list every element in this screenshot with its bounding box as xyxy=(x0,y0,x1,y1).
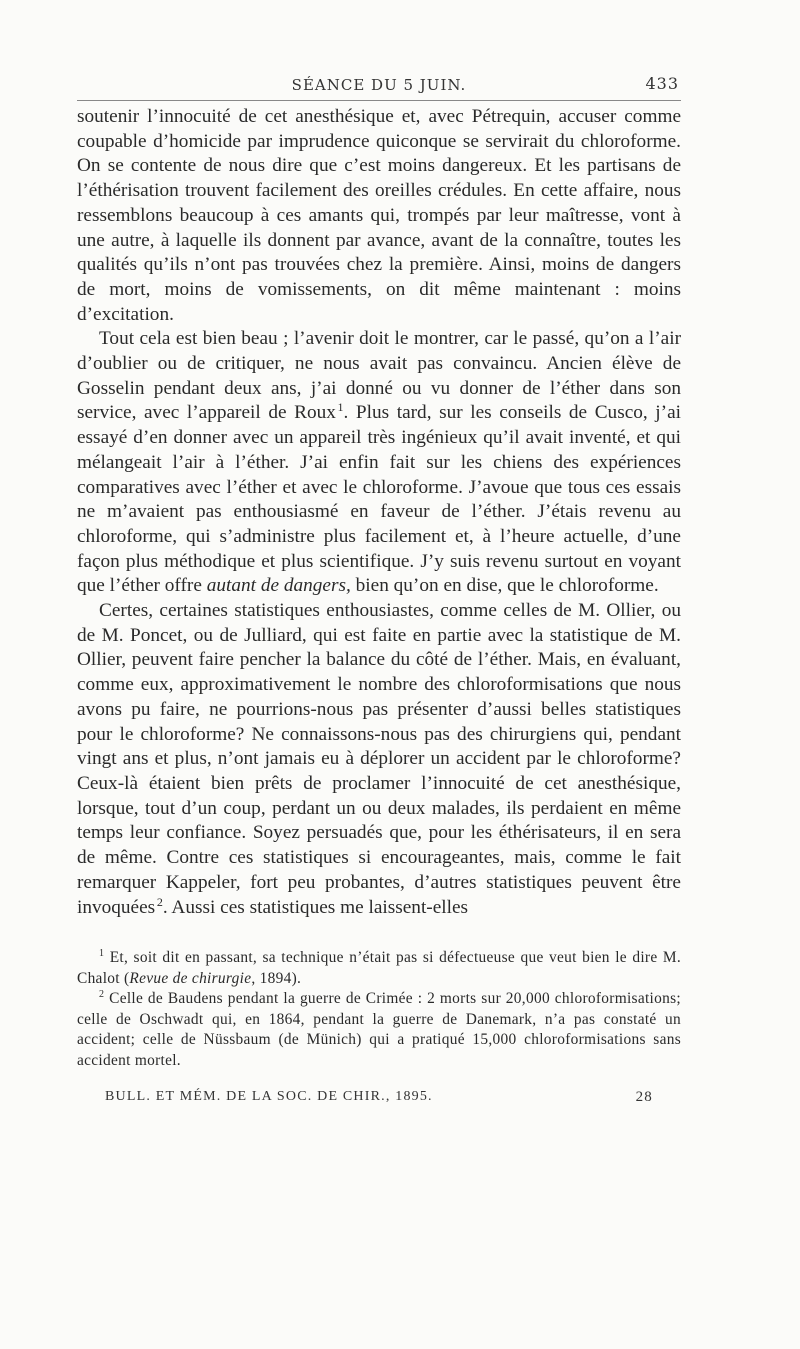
footnote-2: $^2$ Celle de Baudens pendant la guerre de Crimée : 2 morts sur 20,000 chloroformisations; celle de Oschwadt qui, en 1864, pendant la guerre de Danemark, n’a pas constaté un accident; celle de Nüssbaum (de Münich) qui a pratiqué 15,000 chloroformisations sans accident mortel. xyxy=(77,989,681,1069)
running-head xyxy=(77,70,681,92)
footnote-ref-2[interactable]: 2 xyxy=(156,894,163,909)
page-footer xyxy=(77,1089,681,1109)
body-text xyxy=(77,105,681,920)
book-page xyxy=(77,70,681,1109)
journal-title: Revue de chirurgie xyxy=(129,969,252,987)
footnote-ref-1[interactable]: 1 xyxy=(337,400,344,415)
footnote-marker-2: 2 xyxy=(99,989,105,1001)
signature-number: 28 xyxy=(635,1089,653,1106)
journal-signature: BULL. ET MÉM. DE LA SOC. DE CHIR., 1895. xyxy=(105,1089,433,1105)
paragraph-2: Tout cela est bien beau ; l’avenir doit le montrer, car le passé, qu’on a l’air d’oublier ou de critiquer, ne nous avait pas convaincu. Ancien élève de Gosselin pendant deux ans, j’ai donné ou vu donner de l’éther dans son service, avec l’appareil de Roux $^1$. Plus tard, sur les conseils de Cusco, j’ai essayé d’en donner avec un appareil très ingénieux qu’il avait inventé, et qui mélangeait l’air à l’éther. J’ai enfin fait sur les chiens des expériences comparatives avec l’éther et avec le chloroforme. J’avoue que tous ces essais ne m’avaient pas enthousiasmé en faveur de l’éther. J’étais revenu au chloroforme, qui s’administre plus facilement et, à l’heure actuelle, d’une façon plus méthodique et plus scientifique. J’y suis revenu surtout en voyant que l’éther offre autant de dangers, bien qu’on en dise, que le chloroforme. xyxy=(77,328,681,597)
footnotes xyxy=(77,948,681,1071)
page-number: 433 xyxy=(645,74,679,93)
footnote-marker-1: 1 xyxy=(99,948,105,960)
paragraph-1: soutenir l’innocuité de cet anesthésique et, avec Pétrequin, accuser comme coupable d’homicide par imprudence quiconque se servirait du chloroforme. On se contente de nous dire que c’est moins dangereux. Et les partisans de l’éthérisation trouvent facilement des oreilles crédules. En cette affaire, nous ressemblons beaucoup à ces amants qui, trompés par leur maîtresse, vont à une autre, à laquelle ils donnent par avance, avant de la connaître, toutes les qualités qu’ils n’ont pas trouvées chez la première. Ainsi, moins de dangers de mort, moins de vomissements, on dit même maintenant : moins d’excitation. xyxy=(77,106,681,325)
header-rule xyxy=(77,100,681,101)
emphasis-text: autant de dangers, xyxy=(206,575,351,597)
footnote-1: $^1$ Et, soit dit en passant, sa technique n’était pas si défectueuse que veut bien le dire M. Chalot (Revue de chirurgie, 1894). xyxy=(77,948,681,987)
running-title: SÉANCE DU 5 JUIN. xyxy=(291,76,467,94)
paragraph-3: Certes, certaines statistiques enthousiastes, comme celles de M. Ollier, ou de M. Poncet, ou de Julliard, qui est faite en partie avec la statistique de M. Ollier, peuvent faire pencher la balance du côté de l’éther. Mais, en évaluant, comme eux, approximativement le nombre des chloroformisations que nous avons pu faire, ne pourrions-nous pas présenter d’aussi belles statistiques pour le chloroforme? Ne connaissons-nous pas des chirurgiens qui, pendant vingt ans et plus, n’ont jamais eu à déplorer un accident par le chloroforme? Ceux-là étaient bien prêts de proclamer l’innocuité de cet anesthésique, lorsque, tout d’un coup, perdant un ou deux malades, ils perdaient en même temps leur confiance. Soyez persuadés que, pour les éthérisateurs, il en sera de même. Contre ces statistiques si encourageantes, mais, comme le fait remarquer Kappeler, fort peu probantes, d’autres statistiques peuvent être invoquées $^2$. Aussi ces statistiques me laissent-elles xyxy=(77,600,681,918)
